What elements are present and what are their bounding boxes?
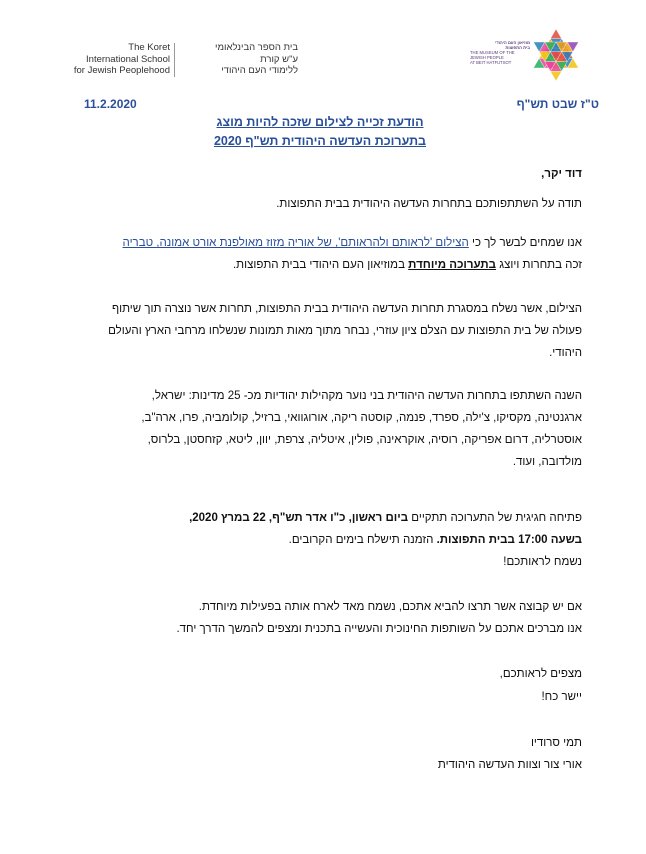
- opening-date: ביום ראשון, כ"ו אדר תש"ף, 22 במרץ 2020,: [189, 512, 409, 524]
- countries-line-4: מולדובה, ועוד.: [512, 456, 582, 468]
- photo-description-line-2: פעולה של בית התפוצות עם הצלם ציון עוזרי, נבחר מתוך מאות תמונות שנשלחו מרחבי הארץ והעולם: [108, 325, 582, 337]
- photo-description-line-3: היהודי.: [549, 347, 582, 359]
- countries-line-1: השנה השתתפו בתחרות העדשה היהודית בני נוער מקהילות יהודיות מכ- 25 מדינות: ישראל,: [151, 390, 582, 402]
- opening-time: בשעה 17:00 בבית התפוצות.: [436, 534, 582, 546]
- logo-divider: [174, 43, 175, 77]
- closing-line-2: יישר כח!: [541, 691, 582, 703]
- title-line-1: הודעת זכייה לצילום שזכה להיות מוצג: [216, 115, 424, 129]
- museum-logo: [470, 26, 582, 88]
- museum-logo-text: מוזיאון העם היהודי בית התפוצות THE MUSEUM OF THE JEWISH PEOPLE AT BEIT HATFUTSOT: [470, 40, 530, 65]
- opening-line-1: פתיחה חגיגית של התערוכה תתקיים ביום ראשון, כ"ו אדר תש"ף, 22 במרץ 2020,: [189, 512, 582, 524]
- group-invite-line: אם יש קבוצה אשר תרצו להביא אתכם, נשמח מאד לארח אותה בפעילות מיוחדת.: [198, 601, 582, 613]
- title-line-2: בתערוכת העדשה היהודית תש"ף 2020: [213, 134, 427, 148]
- star-tile: [550, 71, 561, 81]
- announcement-line-2: זכה בתחרות ויוצג בתערוכה מיוחדת במוזיאון העם היהודי בבית התפוצות.: [232, 259, 582, 271]
- partnership-line: אנו מברכים אתכם על השותפות החינוכית והעשייה בתכנית ומצפים להמשך הדרך יחד.: [176, 623, 582, 635]
- signature-team: אורי צור וצוות העדשה היהודית: [437, 759, 582, 771]
- countries-line-2: ארגנטינה, מקסיקו, צ'ילה, ספרד, פנמה, קוסטה ריקה, אורוגוואי, ברזיל, קולומביה, פרו, ארה"ב,: [141, 412, 582, 424]
- opening-line-3: נשמח לראותכם!: [503, 556, 582, 568]
- opening-line-2: בשעה 17:00 בבית התפוצות. הזמנה תישלח בימים הקרובים.: [288, 534, 582, 546]
- closing-line-1: מצפים לראותכם,: [499, 668, 582, 680]
- gregorian-date: 11.2.2020: [84, 97, 137, 111]
- koret-school-logo: [68, 42, 298, 80]
- countries-line-3: אוסטרליה, דרום אפריקה, רוסיה, אוקראינה, פולין, איטליה, צרפת, יוון, ליטא, קזחסטן, בלרוס,: [147, 434, 582, 446]
- announcement-line-1: אנו שמחים לבשר לך כי הצילום 'לראותם ולהראותם', של אוריה מזוז מאולפנת אורט אמונה, טבריה: [122, 237, 582, 249]
- signature-name: תמי סרודיו: [530, 737, 582, 749]
- star-tile: [550, 29, 561, 39]
- koret-logo-hebrew: בית הספר הבינלאומי ע"ש קורת ללימודי העם היהודי: [215, 42, 298, 76]
- star-of-david-icon: [530, 26, 582, 84]
- special-exhibition-text: בתערוכה מיוחדת: [408, 259, 497, 271]
- photo-title-link[interactable]: הצילום 'לראותם ולהראותם', של אוריה מזוז מאולפנת אורט אמונה, טבריה: [122, 237, 469, 249]
- greeting: דוד יקר,: [541, 168, 582, 180]
- thanks-line: תודה על השתתפותכם בתחרות העדשה היהודית בבית התפוצות.: [276, 198, 582, 210]
- photo-description-line-1: הצילום, אשר נשלח במסגרת תחרות העדשה היהודית בבית התפוצות, תחרות אשר נוצרה תוך שיתוף: [111, 303, 582, 315]
- hebrew-date: ט"ז שבט תש"ף: [516, 97, 599, 111]
- koret-logo-english: The Koret International School for Jewish Peoplehood: [73, 42, 170, 76]
